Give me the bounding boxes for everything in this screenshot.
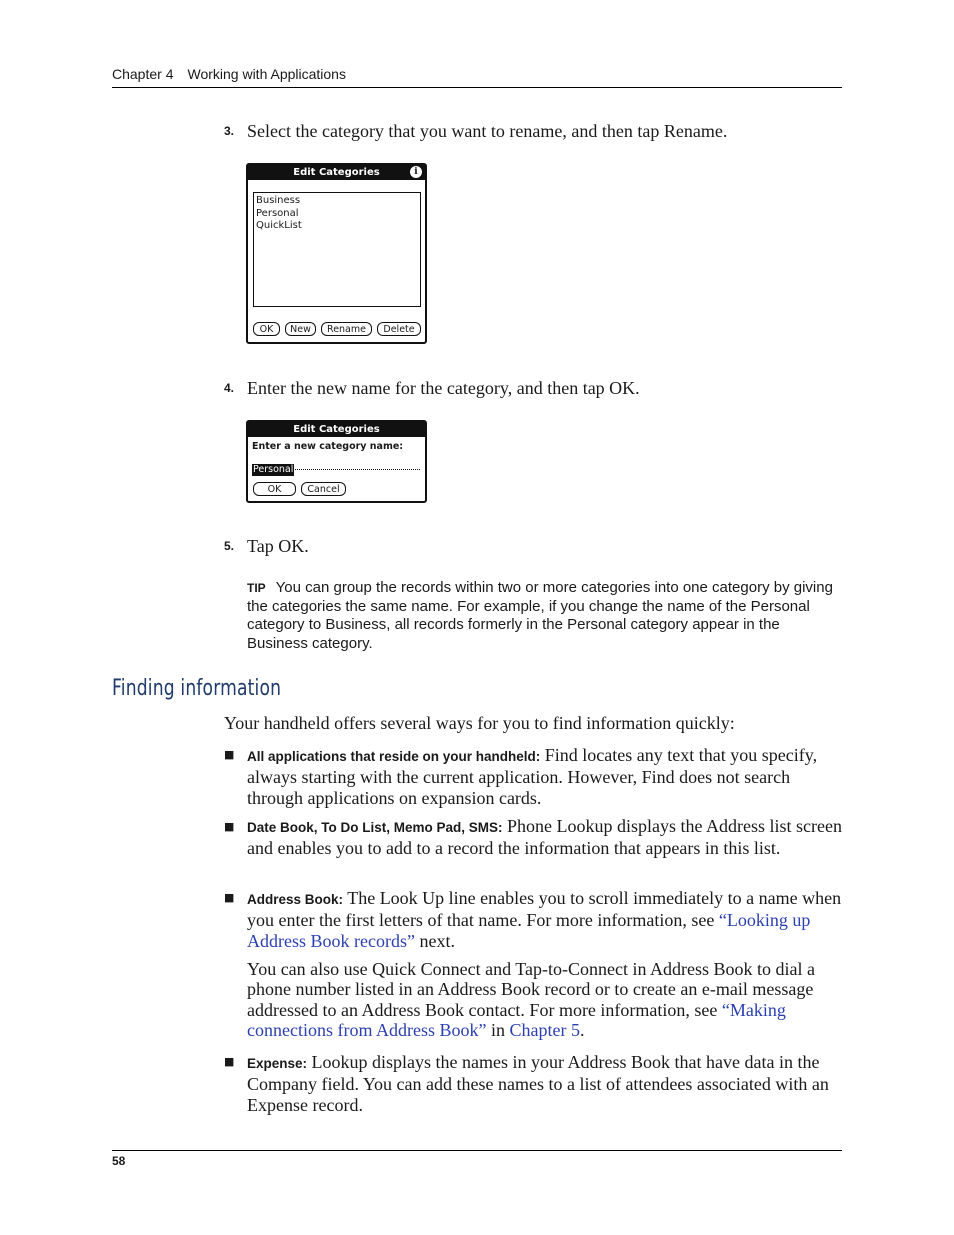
bullet-text: Phone Lookup displays the Address list screen and enables you to add to a record the information that appears in this list. — [247, 816, 842, 859]
bullet-marker: ■ — [224, 1055, 235, 1068]
bullet-text: The Look Up line enables you to scroll immediately to a name when you enter the first letters of that name. For more information, see — [247, 888, 842, 931]
tip-text: You can group the records within two or more categories into one category by giving the categories the same name. For example, if you change the name of the Personal category to Business, all records formerly in the Personal category appear in the Business category. — [247, 579, 833, 652]
list-item[interactable]: Business — [256, 195, 301, 206]
category-name-field[interactable] — [252, 457, 420, 475]
step-3 — [224, 122, 234, 140]
making-connections-link[interactable]: “Making connections from Address Book” — [247, 999, 786, 1040]
edit-categories-dialog — [246, 163, 427, 344]
bullet-address-book — [247, 888, 842, 951]
section-intro: Your handheld offers several ways for you to find information quickly: — [224, 713, 735, 733]
footer-rule — [112, 1150, 842, 1151]
paragraph-end: . — [579, 1019, 585, 1040]
ok-button[interactable]: OK — [253, 482, 296, 496]
bullet-marker: ■ — [224, 891, 235, 904]
tip-label: TIP — [247, 581, 266, 595]
bullet-lead: All applications that reside on your handheld: — [247, 749, 541, 764]
paragraph-text: You can also use Quick Connect and Tap-to-Connect in Address Book to dial a phone number listed in an Address Book record or to create an e-mail message addressed to an Address Book contact. For more information, see — [247, 959, 815, 1020]
section-heading: Finding information — [112, 676, 282, 701]
chapter-5-link[interactable]: Chapter 5 — [509, 1019, 580, 1040]
step-5 — [224, 537, 234, 555]
bullet-text-after: next. — [414, 930, 455, 951]
new-category-dialog — [246, 420, 427, 503]
bullet-expense — [247, 1052, 842, 1115]
step-number: 3. — [224, 124, 235, 138]
bullet-text: Lookup displays the names in your Address Book that have data in the Company field. You can add these names to a list of attendees associated with an Expense record. — [247, 1052, 829, 1115]
rename-button[interactable]: Rename — [321, 322, 372, 336]
dialog-title: Edit Categories — [248, 422, 425, 437]
cancel-button[interactable]: Cancel — [301, 482, 346, 496]
page-number: 58 — [112, 1154, 126, 1168]
list-item[interactable]: Personal — [256, 207, 299, 219]
info-icon[interactable]: i — [410, 166, 422, 178]
paragraph-mid: in — [486, 1019, 510, 1040]
step-number: 4. — [224, 381, 235, 395]
delete-button[interactable]: Delete — [377, 322, 421, 336]
header-title: Working with Applications — [187, 66, 346, 82]
bullet-marker: ■ — [224, 820, 235, 833]
bullet-text: Find locates any text that you specify, always starting with the current application. However, Find does not search through applications on expansion cards. — [247, 745, 818, 808]
category-list[interactable] — [253, 192, 421, 307]
ok-button[interactable]: OK — [253, 322, 280, 336]
bullet-lead: Expense: — [247, 1056, 308, 1071]
address-book-paragraph — [247, 959, 842, 1040]
dialog-title: Edit Categories — [248, 165, 425, 180]
looking-up-records-link[interactable]: “Looking up Address Book records” — [247, 910, 811, 951]
bullet-all-applications — [247, 745, 842, 808]
category-name-value[interactable]: Personal — [253, 464, 294, 475]
header-rule — [112, 87, 842, 88]
bullet-date-book — [247, 816, 842, 859]
header-chapter: Chapter 4 — [112, 66, 174, 82]
step-3-text: Select the category that you want to rename, and then tap Rename. — [247, 121, 728, 141]
list-item[interactable]: QuickList — [256, 220, 302, 231]
step-5-text: Tap OK. — [247, 536, 309, 556]
new-button[interactable]: New — [285, 322, 316, 336]
step-4 — [224, 379, 234, 397]
tip-note — [247, 579, 837, 653]
step-4-text: Enter the new name for the category, and then tap OK. — [247, 378, 640, 398]
bullet-marker: ■ — [224, 748, 235, 761]
category-name-prompt: Enter a new category name: — [252, 441, 404, 452]
bullet-lead: Address Book: — [247, 892, 344, 907]
bullet-lead: Date Book, To Do List, Memo Pad, SMS: — [247, 820, 503, 835]
step-number: 5. — [224, 539, 235, 553]
running-header — [112, 66, 346, 82]
